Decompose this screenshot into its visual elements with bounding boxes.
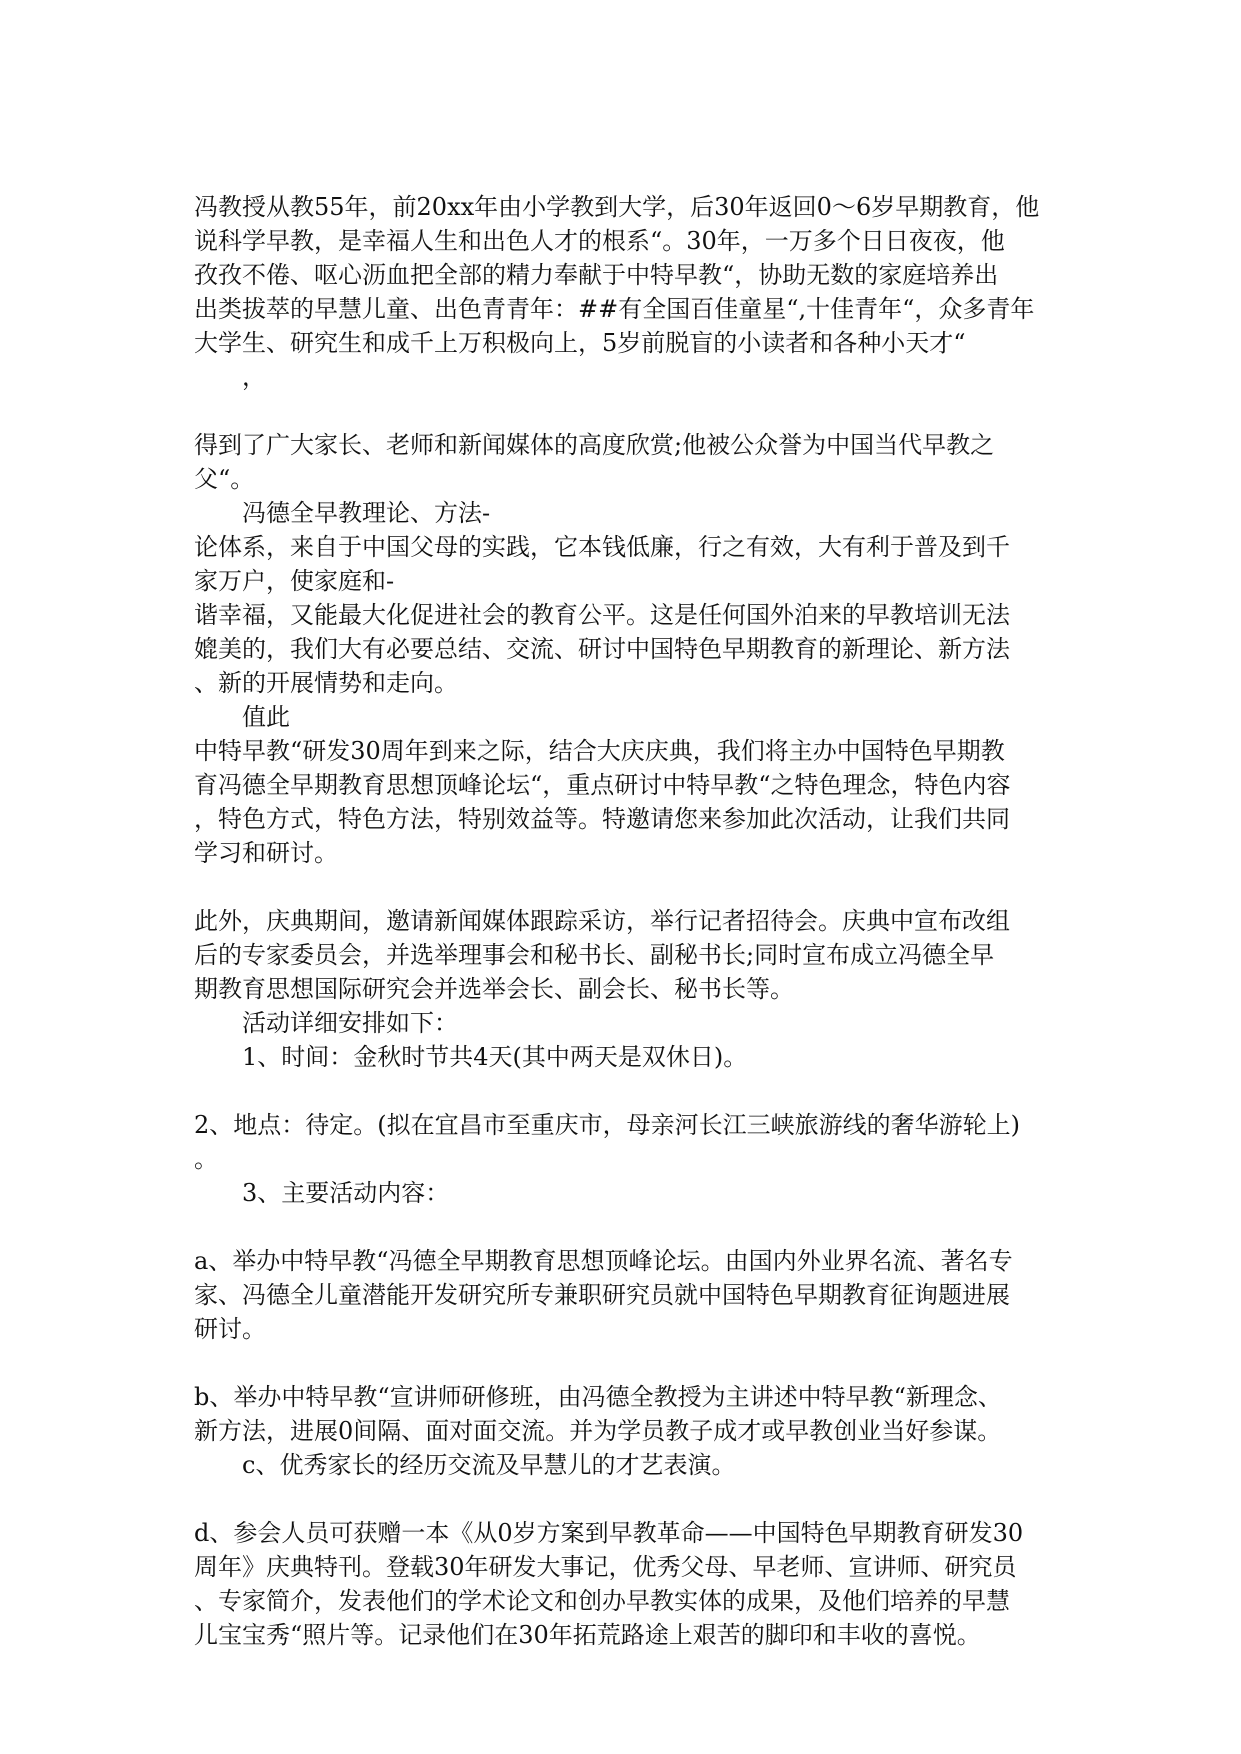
paragraph-line: c、优秀家长的经历交流及早慧儿的才艺表演。 [242, 1451, 736, 1479]
paragraph-line: 说科学早教，是幸福人生和出色人才的根系“。30年，一万多个日日夜夜，他 [194, 227, 1005, 255]
document-body [194, 190, 1054, 1652]
paragraph-line: 大学生、研究生和成千上万积极向上，5岁前脱盲的小读者和各种小天才“ [194, 329, 966, 357]
paragraph-line: 家、冯德全儿童潜能开发研究所专兼职研究员就中国特色早期教育征询题进展 [194, 1281, 1010, 1309]
blank-line [194, 394, 1054, 428]
paragraph-line: ， [242, 363, 266, 391]
paragraph-line: 研讨。 [194, 1315, 266, 1343]
paragraph-line: 出类拔萃的早慧儿童、出色青青年：##有全国百佳童星“,十佳青年“，众多青年 [194, 295, 1035, 323]
paragraph-line: 、新的开展情势和走向。 [194, 669, 458, 697]
paragraph-line: 谐幸福，又能最大化促进社会的教育公平。这是任何国外泊来的早教培训无法 [194, 601, 1010, 629]
paragraph-line: 中特早教“研发30周年到来之际，结合大庆庆典，我们将主办中国特色早期教 [194, 737, 1005, 765]
paragraph-line: 此外，庆典期间，邀请新闻媒体跟踪采访，举行记者招待会。庆典中宣布改组 [194, 907, 1010, 935]
paragraph-line: 学习和研讨。 [194, 839, 338, 867]
paragraph-line: 、专家简介，发表他们的学术论文和创办早教实体的成果，及他们培养的早慧 [194, 1587, 1010, 1615]
paragraph-line: 1、时间：金秋时节共4天(其中两天是双休日)。 [242, 1043, 748, 1071]
paragraph-line: d、参会人员可获赠一本《从0岁方案到早教革命——中国特色早期教育研发30 [194, 1519, 1024, 1547]
paragraph-line: 家万户，使家庭和- [194, 567, 395, 595]
paragraph-line: 。 [194, 1145, 218, 1173]
blank-line [194, 1346, 1054, 1380]
paragraph-line: 育冯德全早期教育思想顶峰论坛“，重点研讨中特早教“之特色理念，特色内容 [194, 771, 1011, 799]
paragraph-line: 期教育思想国际研究会并选举会长、副会长、秘书长等。 [194, 975, 794, 1003]
paragraph-line: 后的专家委员会，并选举理事会和秘书长、副秘书长;同时宣布成立冯德全早 [194, 941, 995, 969]
paragraph-line: 活动详细安排如下： [242, 1009, 458, 1037]
paragraph-line: 2、地点：待定。(拟在宜昌市至重庆市，母亲河长江三峡旅游线的奢华游轮上) [194, 1111, 1020, 1139]
paragraph-line: 父“。 [194, 465, 255, 493]
blank-line [194, 1210, 1054, 1244]
paragraph-line: ，特色方式，特色方法，特别效益等。特邀请您来参加此次活动，让我们共同 [194, 805, 1010, 833]
paragraph-line: 儿宝宝秀“照片等。记录他们在30年拓荒路途上艰苦的脚印和丰收的喜悦。 [194, 1621, 981, 1649]
paragraph-line: b、举办中特早教“宣讲师研修班，由冯德全教授为主讲述中特早教“新理念、 [194, 1383, 1002, 1411]
paragraph-line: 孜孜不倦、呕心沥血把全部的精力奉献于中特早教“，协助无数的家庭培养出 [194, 261, 999, 289]
blank-line [194, 870, 1054, 904]
paragraph-line: 值此 [242, 703, 290, 731]
paragraph-line: 周年》庆典特刊。登载30年研发大事记，优秀父母、早老师、宣讲师、研究员 [194, 1553, 1017, 1581]
paragraph-line: a、举办中特早教“冯德全早期教育思想顶峰论坛。由国内外业界名流、著名专 [194, 1247, 1013, 1275]
paragraph-line: 3、主要活动内容： [242, 1179, 450, 1207]
paragraph-line: 得到了广大家长、老师和新闻媒体的高度欣赏;他被公众誉为中国当代早教之 [194, 431, 995, 459]
paragraph-line: 新方法，进展0间隔、面对面交流。并为学员教子成才或早教创业当好参谋。 [194, 1417, 1002, 1445]
blank-line [194, 1482, 1054, 1516]
paragraph-line: 冯教授从教55年，前20xx年由小学教到大学，后30年返回0～6岁早期教育，他 [194, 193, 1040, 221]
paragraph-line: 论体系，来自于中国父母的实践，它本钱低廉，行之有效，大有利于普及到千 [194, 533, 1010, 561]
paragraph-line: 冯德全早教理论、方法- [242, 499, 491, 527]
paragraph-line: 媲美的，我们大有必要总结、交流、研讨中国特色早期教育的新理论、新方法 [194, 635, 1010, 663]
blank-line [194, 1074, 1054, 1108]
